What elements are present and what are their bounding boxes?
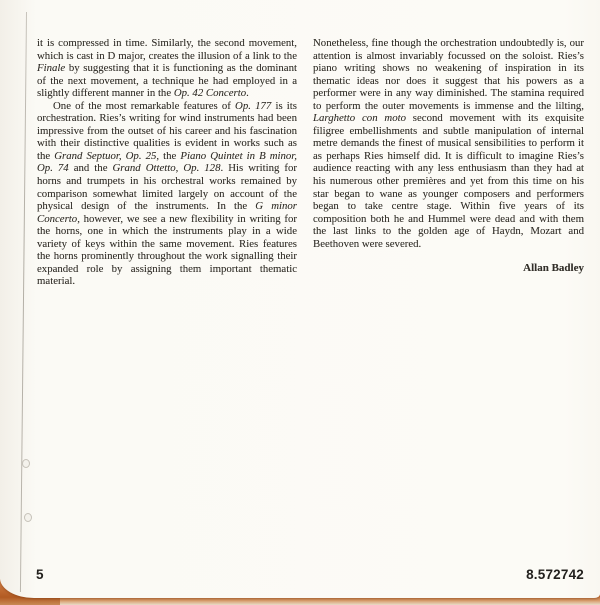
author-credit: Allan Badley [523,262,584,275]
staple-mark [24,513,32,522]
paragraph [37,37,297,100]
text-segment: One of the most remarkable features of [53,99,236,112]
paragraph [37,100,297,288]
page-fold-line [20,12,27,592]
text-segment: and the [68,162,113,175]
text-segment: second movement with its exquisite filigree embellishments and subtle manipulation of internal metre demands the finest of musical sensibilities to perform it as perhaps Ries himself did. It is difficult to imagine Ries’s audience reacting with any less enthusiasm than they had at his numerous other premières and yet from this time on his star began to wane as younger composers and performers began to take centre stage. Within five years of its composition both he and Hummel were dead and with them the last links to the golden age of Haydn, Mozart and Beethoven were severed. [313,112,584,250]
right-text-column [313,37,584,275]
text-segment-italic: Larghetto con moto [313,112,406,125]
text-segment-italic: Op. 177 [235,99,272,112]
text-segment: , however, we see a new flexibility in writing for the horns, one in which the instruments play in a wide variety of keys within the same movement. Ries features the horns prominently throughout the work signalling their expanded role by assigning them important thematic material. [37,212,297,288]
text-segment: it is compressed in time. Similarly, the second movement, which is cast in D major, creates the illusion of a link to the [37,37,297,62]
page-number: 5 [36,567,44,582]
text-segment: by suggesting that it is functioning as the dominant of the next movement, a technique he had employed in a slightly different manner in the [37,62,297,100]
left-text-column [37,37,297,288]
text-segment: , the [156,149,181,162]
text-segment-italic: Grand Ottetto, Op. 128 [112,162,221,175]
text-segment: . His writing for horns and trumpets in his orchestral works remained by comparison somewhat limited largely on account of the physical design of the instruments. In the [37,162,297,213]
text-segment-italic: Finale [37,62,66,75]
paragraph [313,37,584,250]
text-segment-italic: Op. 42 Concerto [173,87,247,100]
text-segment-italic: Piano Quintet in B minor, Op. 74 [37,149,298,175]
text-segment: . [246,87,249,100]
staple-mark [22,459,30,468]
text-segment-italic: Grand Septuor, Op. 25 [54,149,157,162]
catalogue-number: 8.572742 [526,567,584,582]
text-segment: is its orchestration. Ries’s writing for wind instruments had been impressive from the outset of his career and his fascination with their distinctive qualities is evident in works such as the [37,99,298,162]
text-segment: Nonetheless, fine though the orchestration undoubtedly is, our attention is almost invariably focussed on the soloist. Ries’s piano writing shows no weakening of inspiration in its thematic ideas nor does it suggest that his powers as a performer were in any way diminished. The stamina required to perform the outer movements is immense and the lilting, [313,37,584,112]
text-segment-italic: G minor Concerto [37,200,297,225]
